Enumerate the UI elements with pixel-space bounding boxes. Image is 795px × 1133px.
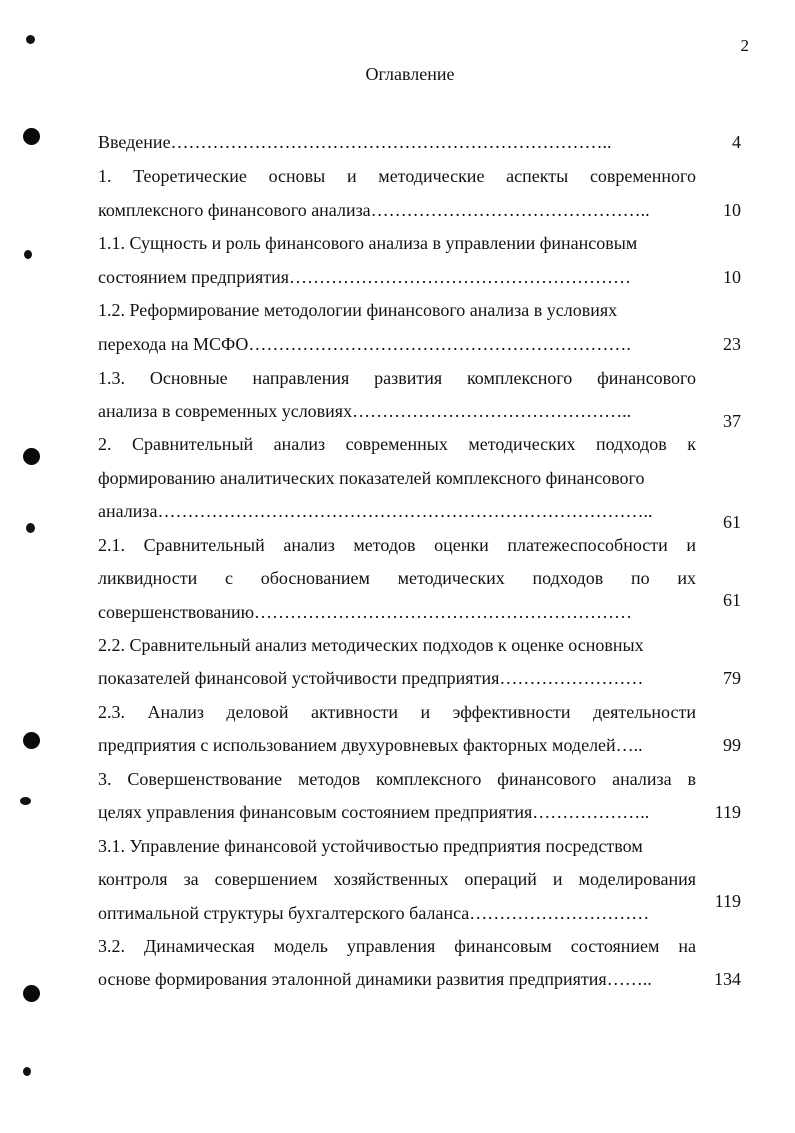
scan-speck-icon xyxy=(20,797,31,805)
toc-entry-text: 2.2. Сравнительный анализ методических подходов к оценке основных xyxy=(98,635,644,655)
toc-entry-text: целях управления финансовым состоянием предприятия……………….. xyxy=(98,802,650,822)
toc-entry-text: контроля за совершением хозяйственных операций и моделирования xyxy=(98,869,696,889)
toc-page-number: 79 xyxy=(723,668,741,688)
toc-page-number: 61 xyxy=(723,512,741,532)
toc-entry-text: анализа……………………………………………………………………….. xyxy=(98,501,653,521)
scan-speck-icon xyxy=(26,523,35,533)
toc-entry-text: 1.1. Сущность и роль финансового анализа в управлении финансовым xyxy=(98,233,638,253)
toc-page-number: 10 xyxy=(723,267,741,287)
toc-entry-text: 3. Совершенствование методов комплексного финансового анализа в xyxy=(98,769,696,789)
toc-entry-text: 2.3. Анализ деловой активности и эффективности деятельности xyxy=(98,702,696,722)
binder-hole-icon xyxy=(23,732,40,749)
toc-entry-text: комплексного финансового анализа……………………………………….. xyxy=(98,200,650,220)
toc-page-number: 23 xyxy=(723,334,741,354)
toc-entry-text: предприятия с использованием двухуровневых факторных моделей….. xyxy=(98,735,643,755)
toc-entry-text: 1.3. Основные направления развития комплексного финансового xyxy=(98,368,696,388)
toc-entry-text: перехода на МСФО………………………………………………………. xyxy=(98,334,631,354)
scan-speck-icon xyxy=(26,35,35,44)
toc-entry-text: формированию аналитических показателей комплексного финансового xyxy=(98,468,645,488)
scan-speck-icon xyxy=(23,1067,31,1076)
toc-entry-text: совершенствованию……………………………………………………… xyxy=(98,602,633,622)
binder-hole-icon xyxy=(23,128,40,145)
toc-entry-text: 1.2. Реформирование методологии финансового анализа в условиях xyxy=(98,300,618,320)
toc-entry-text: состоянием предприятия………………………………………………… xyxy=(98,267,632,287)
scan-speck-icon xyxy=(24,250,32,259)
toc-entry-text: 3.1. Управление финансовой устойчивостью предприятия посредством xyxy=(98,836,643,856)
toc-entry-text: оптимальной структуры бухгалтерского баланса………………………… xyxy=(98,903,650,923)
binder-hole-icon xyxy=(23,985,40,1002)
toc-page-number: 10 xyxy=(723,200,741,220)
toc-entry-text: ликвидности с обоснованием методических подходов по их xyxy=(98,568,696,588)
toc-page-number: 119 xyxy=(714,802,741,822)
toc-entry-text: 3.2. Динамическая модель управления финансовым состоянием на xyxy=(98,936,696,956)
toc-entry-text: анализа в современных условиях……………………………………….. xyxy=(98,401,632,421)
toc-entry-text: 1. Теоретические основы и методические аспекты современного xyxy=(98,166,696,186)
toc-entry-text: Введение……………………………………………………………….. xyxy=(98,132,612,152)
toc-page-number: 99 xyxy=(723,735,741,755)
toc-page-number: 61 xyxy=(723,590,741,610)
toc-page-number: 37 xyxy=(723,411,741,431)
toc-entry-text: 2. Сравнительный анализ современных методических подходов к xyxy=(98,434,696,454)
binder-hole-icon xyxy=(23,448,40,465)
toc-entry-text: показателей финансовой устойчивости предприятия…………………… xyxy=(98,668,644,688)
toc-page-number: 119 xyxy=(714,891,741,911)
toc-entry-text: основе формирования эталонной динамики развития предприятия…….. xyxy=(98,969,652,989)
page-title: Оглавление xyxy=(365,64,455,84)
toc-page-number: 134 xyxy=(714,969,741,989)
toc-page-number: 4 xyxy=(732,132,741,152)
toc-entry-text: 2.1. Сравнительный анализ методов оценки платежеспособности и xyxy=(98,535,696,555)
page-number: 2 xyxy=(740,36,749,55)
